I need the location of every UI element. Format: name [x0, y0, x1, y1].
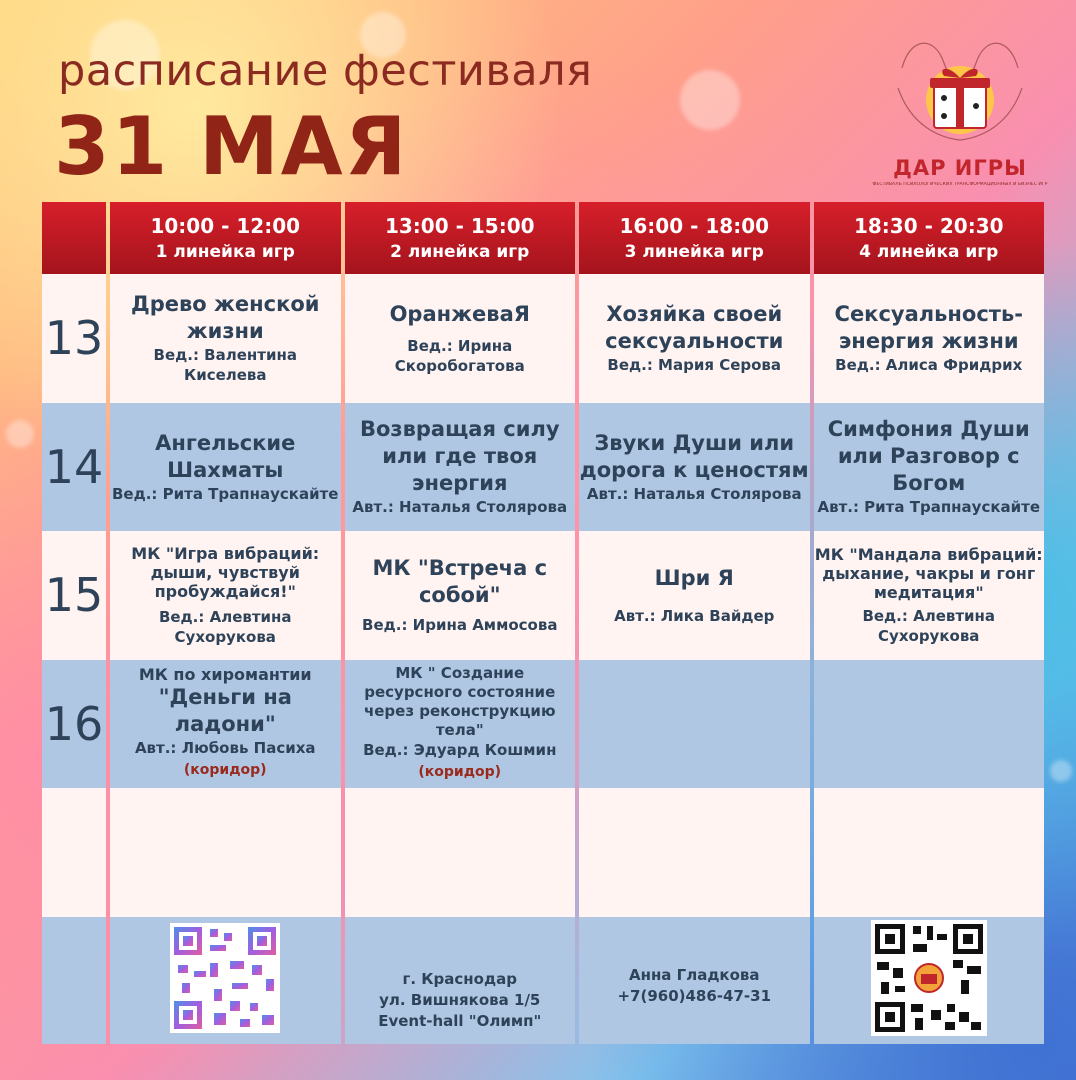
game-lead: Вед.: Эдуард Кошмин — [363, 740, 557, 759]
table-row — [42, 660, 1044, 788]
column-header — [110, 202, 341, 274]
bokeh-light — [1050, 760, 1072, 782]
column-time: 13:00 - 15:00 — [384, 214, 535, 239]
game-title: Древо женской жизни — [131, 292, 320, 344]
column-line: 1 линейка игр — [155, 242, 295, 263]
row-number: 14 — [42, 403, 106, 531]
empty-cell — [42, 788, 106, 916]
row-number: 13 — [42, 274, 106, 402]
bokeh-light — [680, 70, 740, 130]
contact-phone[interactable]: +7(960)486-47-31 — [617, 987, 772, 1006]
game-title: Симфония Души или Разговор с Богом — [827, 417, 1030, 496]
game-lead: Вед.: Алевтина Сухорукова — [158, 607, 292, 646]
empty-cell — [814, 660, 1045, 788]
telegram-qr-code[interactable] — [170, 923, 280, 1033]
table-row — [42, 403, 1044, 531]
game-lead: Вед.: Рита Трапнаускайте — [112, 484, 339, 503]
table-row — [42, 531, 1044, 659]
qr-cell — [110, 917, 341, 1044]
game-cell — [110, 660, 341, 788]
game-cell — [579, 531, 810, 659]
game-lead: Вед.: Алевтина Сухорукова — [862, 606, 996, 645]
game-title: Звуки Души или дорога к ценостям — [579, 430, 809, 482]
game-title: МК " Создание ресурсного состояние через реконструкцию тела" — [363, 663, 556, 739]
game-lead: Вед.: Мария Серова — [607, 356, 782, 375]
game-title: МК "Мандала вибраций: дыхание, чакры и гонг медитация" — [814, 544, 1043, 602]
address-street: ул. Вишнякова 1/5 — [379, 990, 541, 1009]
column-line: 3 линейка игр — [624, 242, 764, 263]
game-lead: Вед.: Алиса Фридрих — [835, 356, 1023, 375]
game-cell — [345, 531, 576, 659]
game-title: ОранжеваЯ — [389, 301, 530, 326]
game-cell — [345, 403, 576, 531]
game-cell — [579, 403, 810, 531]
game-cell — [110, 274, 341, 402]
contact-cell — [579, 917, 810, 1044]
game-title: Ангельские Шахматы — [155, 430, 296, 482]
table-row — [42, 274, 1044, 402]
address-city: г. Краснодар — [402, 969, 517, 988]
empty-cell — [579, 660, 810, 788]
game-lead: Авт.: Любовь Пасиха — [134, 739, 316, 758]
footer-row — [42, 917, 1044, 1044]
game-lead: Авт.: Рита Трапнаускайте — [817, 498, 1041, 517]
game-title: МК "Встреча с собой" — [372, 556, 548, 608]
game-title: Шри Я — [654, 565, 734, 590]
game-lead: Авт.: Наталья Столярова — [352, 498, 568, 517]
logo-tagline: ФЕСТИВАЛЬ ПСИХОЛОГИЧЕСКИХ ТРАНСФОРМАЦИОННЫХ И БИЗНЕС ИГР — [872, 182, 1048, 187]
game-title: "Деньги на ладони" — [158, 685, 292, 737]
game-cell — [814, 403, 1045, 531]
game-title: Сексуальность- энергия жизни — [834, 302, 1023, 354]
game-pretitle: МК по хиромантии — [138, 665, 312, 685]
column-line: 4 линейка игр — [859, 242, 999, 263]
empty-cell — [345, 788, 576, 916]
address-venue: Event-hall "Олимп" — [378, 1011, 542, 1030]
address-cell — [345, 917, 576, 1044]
site-qr-code[interactable] — [871, 920, 987, 1036]
empty-cell — [814, 788, 1045, 916]
column-header — [814, 202, 1045, 274]
game-lead: Вед.: Ирина Скоробогатова — [394, 336, 525, 375]
game-cell — [345, 660, 576, 788]
row-number: 15 — [42, 531, 106, 659]
column-time: 10:00 - 12:00 — [150, 214, 301, 239]
game-location: (коридор) — [183, 762, 267, 779]
header-corner-cell — [42, 202, 106, 274]
qr-cell — [814, 917, 1045, 1044]
game-title: Хозяйка своей сексуальности — [605, 302, 784, 354]
game-cell — [814, 531, 1045, 659]
game-cell — [345, 274, 576, 402]
column-line: 2 линейка игр — [390, 242, 530, 263]
bokeh-light — [6, 420, 34, 448]
game-cell — [814, 274, 1045, 402]
game-title: МК "Игра вибраций: дыши, чувствуй пробуждайся!" — [131, 543, 320, 601]
game-title: Возвращая силу или где твоя энергия — [359, 417, 560, 496]
game-lead: Авт.: Лика Вайдер — [614, 606, 775, 625]
page-title: 31 МАЯ — [54, 100, 409, 193]
game-cell — [110, 531, 341, 659]
column-header — [579, 202, 810, 274]
contact-name: Анна Гладкова — [628, 966, 760, 985]
game-location: (коридор) — [418, 763, 502, 780]
column-time: 16:00 - 18:00 — [619, 214, 770, 239]
game-lead: Авт.: Наталья Столярова — [586, 484, 802, 503]
logo-name: ДАР ИГРЫ — [893, 156, 1027, 180]
table-row — [42, 788, 1044, 916]
empty-cell — [42, 917, 106, 1044]
game-cell — [110, 403, 341, 531]
column-header — [345, 202, 576, 274]
schedule-header-row — [42, 202, 1044, 274]
game-cell — [579, 274, 810, 402]
game-lead: Вед.: Валентина Киселева — [153, 346, 297, 385]
festival-logo — [872, 28, 1048, 190]
empty-cell — [579, 788, 810, 916]
game-lead: Вед.: Ирина Аммосова — [362, 616, 558, 635]
schedule-table — [38, 202, 1048, 1044]
row-number: 16 — [42, 660, 106, 788]
page-subtitle: расписание фестиваля — [58, 46, 593, 96]
empty-cell — [110, 788, 341, 916]
gift-hands-icon — [872, 28, 1048, 156]
column-time: 18:30 - 20:30 — [853, 214, 1004, 239]
